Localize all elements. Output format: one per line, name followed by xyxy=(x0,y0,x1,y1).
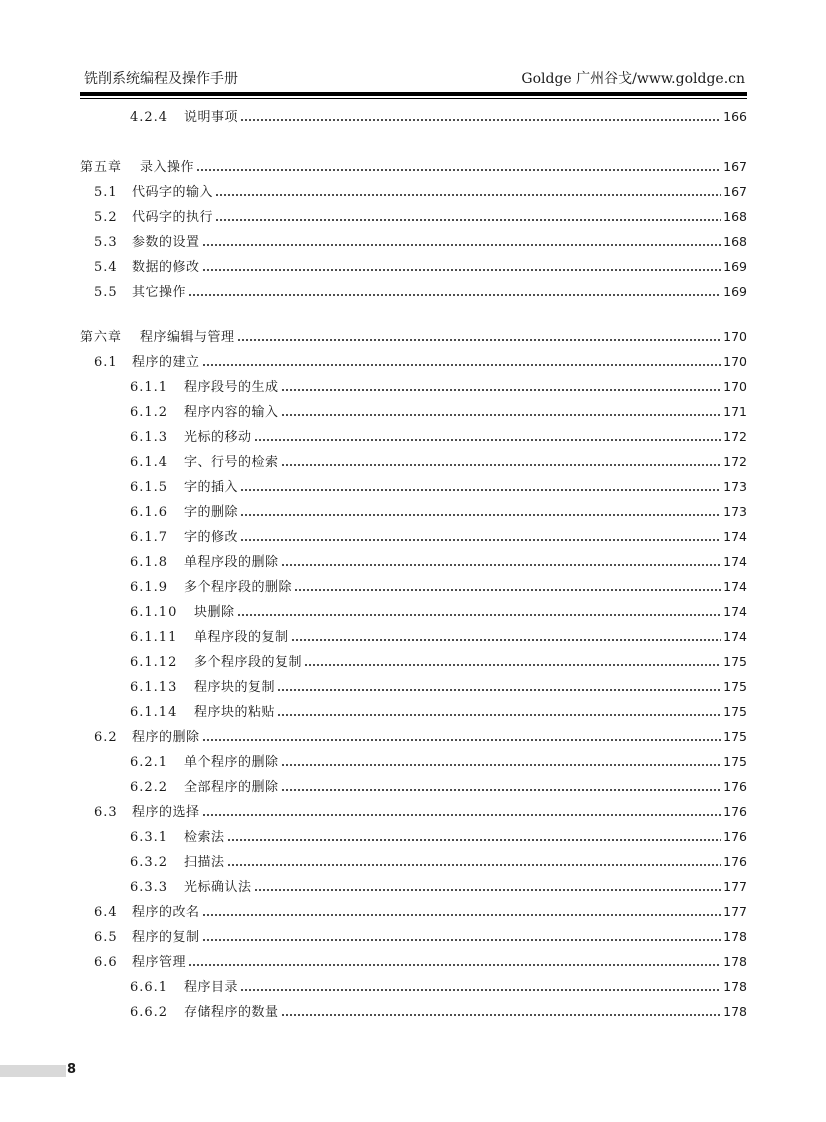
toc-entry[interactable] xyxy=(94,728,747,746)
toc-entry-page: 168 xyxy=(723,209,747,224)
toc-leader-dots xyxy=(240,537,721,543)
toc-entry-number: 6.1.3 xyxy=(130,430,169,445)
toc-entry-page: 166 xyxy=(723,109,747,124)
toc-entry-title: 单程序段的复制 xyxy=(194,630,289,645)
toc-entry-page: 174 xyxy=(723,604,747,619)
toc-entry-page: 168 xyxy=(723,234,747,249)
publisher-info: Goldge 广州谷戈/www.goldge.cn xyxy=(521,71,745,87)
toc-entry-number: 6.3.3 xyxy=(130,880,169,895)
toc-entry-title: 程序目录 xyxy=(184,980,239,995)
toc-leader-dots xyxy=(240,512,721,518)
toc-entry-page: 176 xyxy=(723,779,747,794)
toc-entry[interactable] xyxy=(130,753,747,771)
toc-entry-title: 单程序段的删除 xyxy=(184,555,279,570)
toc-entry-number: 6.1.8 xyxy=(130,555,169,570)
toc-entry-number: 5.5 xyxy=(94,285,118,300)
toc-entry-number: 6.2.1 xyxy=(130,755,169,770)
toc-entry-number: 第五章 xyxy=(80,160,123,175)
toc-leader-dots xyxy=(254,887,722,893)
toc-entry[interactable] xyxy=(94,183,747,201)
toc-entry-number: 6.1.4 xyxy=(130,455,169,470)
toc-entry-title: 程序的选择 xyxy=(132,805,200,820)
toc-entry-title: 程序内容的输入 xyxy=(184,405,279,420)
toc-entry-title: 多个程序段的复制 xyxy=(194,655,303,670)
toc-entry-title: 单个程序的删除 xyxy=(184,755,279,770)
page-number: 8 xyxy=(67,1062,77,1077)
toc-entry-page: 170 xyxy=(723,354,747,369)
toc-entry-page: 169 xyxy=(723,284,747,299)
toc-entry[interactable] xyxy=(130,603,747,621)
toc-entry[interactable] xyxy=(130,778,747,796)
toc-entry-page: 172 xyxy=(723,454,747,469)
toc-entry-title: 扫描法 xyxy=(184,855,225,870)
toc-entry-page: 174 xyxy=(723,629,747,644)
toc-entry-title: 程序的删除 xyxy=(132,730,200,745)
toc-leader-dots xyxy=(202,912,722,918)
toc-entry-page: 174 xyxy=(723,554,747,569)
toc-entry[interactable] xyxy=(130,578,747,596)
toc-entry-page: 172 xyxy=(723,429,747,444)
toc-entry-title: 光标确认法 xyxy=(184,880,252,895)
toc-entry-page: 167 xyxy=(723,184,747,199)
toc-entry-number: 6.1.13 xyxy=(130,680,178,695)
toc-entry-number: 4.2.4 xyxy=(130,110,169,125)
toc-entry-number: 6.1.7 xyxy=(130,530,169,545)
toc-entry-title: 代码字的输入 xyxy=(132,185,214,200)
toc-leader-dots xyxy=(281,787,722,793)
toc-entry-title: 程序块的复制 xyxy=(194,680,276,695)
toc-leader-dots xyxy=(188,962,721,968)
toc-leader-dots xyxy=(237,612,722,618)
toc-entry-number: 6.4 xyxy=(94,905,118,920)
toc-entry[interactable] xyxy=(130,478,747,496)
toc-leader-dots xyxy=(277,687,721,693)
toc-entry[interactable] xyxy=(130,853,747,871)
toc-entry[interactable] xyxy=(94,928,747,946)
toc-leader-dots xyxy=(202,737,722,743)
header-rule-thin xyxy=(80,98,747,99)
toc-entry-title: 程序的复制 xyxy=(132,930,200,945)
toc-entry[interactable] xyxy=(94,903,747,921)
toc-entry-number: 6.6.2 xyxy=(130,1005,169,1020)
toc-leader-dots xyxy=(196,167,721,173)
toc-entry-number: 5.3 xyxy=(94,235,118,250)
toc-entry-page: 170 xyxy=(723,329,747,344)
toc-entry-title: 程序管理 xyxy=(132,955,187,970)
toc-entry-title: 说明事项 xyxy=(184,110,239,125)
toc-entry-page: 170 xyxy=(723,379,747,394)
toc-entry-page: 176 xyxy=(723,804,747,819)
toc-entry-page: 173 xyxy=(723,479,747,494)
toc-entry[interactable] xyxy=(94,283,747,301)
toc-entry-title: 录入操作 xyxy=(140,160,195,175)
toc-entry[interactable] xyxy=(130,553,747,571)
toc-entry-number: 6.3 xyxy=(94,805,118,820)
toc-entry[interactable] xyxy=(130,628,747,646)
toc-entry-page: 177 xyxy=(723,904,747,919)
toc-leader-dots xyxy=(304,662,721,668)
toc-entry-number: 6.5 xyxy=(94,930,118,945)
toc-entry-page: 174 xyxy=(723,529,747,544)
toc-leader-dots xyxy=(227,837,722,843)
toc-entry[interactable] xyxy=(130,403,747,421)
toc-entry-number: 6.6 xyxy=(94,955,118,970)
toc-entry-page: 177 xyxy=(723,879,747,894)
toc-entry[interactable] xyxy=(94,208,747,226)
toc-entry-title: 代码字的执行 xyxy=(132,210,214,225)
toc-entry-title: 全部程序的删除 xyxy=(184,780,279,795)
toc-entry-number: 6.1 xyxy=(94,355,118,370)
toc-entry[interactable] xyxy=(130,453,747,471)
toc-entry[interactable] xyxy=(130,108,747,126)
toc-entry[interactable] xyxy=(130,503,747,521)
toc-leader-dots xyxy=(281,412,722,418)
toc-leader-dots xyxy=(240,487,721,493)
toc-entry-page: 171 xyxy=(723,404,747,419)
toc-leader-dots xyxy=(202,937,722,943)
toc-entry[interactable] xyxy=(94,258,747,276)
footer-bar xyxy=(0,1065,66,1077)
toc-leader-dots xyxy=(291,637,722,643)
toc-entry[interactable] xyxy=(130,528,747,546)
toc-entry-page: 175 xyxy=(723,654,747,669)
toc-leader-dots xyxy=(237,337,722,343)
toc-entry-page: 176 xyxy=(723,854,747,869)
toc-leader-dots xyxy=(240,987,721,993)
toc-entry-title: 程序块的粘贴 xyxy=(194,705,276,720)
toc-entry-number: 5.4 xyxy=(94,260,118,275)
toc-entry-number: 6.1.6 xyxy=(130,505,169,520)
toc-entry-number: 第六章 xyxy=(80,330,123,345)
toc-entry-page: 175 xyxy=(723,704,747,719)
toc-leader-dots xyxy=(281,1012,722,1018)
toc-entry-number: 6.2.2 xyxy=(130,780,169,795)
toc-entry-title: 程序的建立 xyxy=(132,355,200,370)
toc-entry-number: 6.1.2 xyxy=(130,405,169,420)
toc-entry[interactable] xyxy=(94,803,747,821)
toc-leader-dots xyxy=(215,217,721,223)
toc-entry-number: 6.1.5 xyxy=(130,480,169,495)
toc-entry-number: 6.1.10 xyxy=(130,605,178,620)
header-rule-thick xyxy=(80,92,747,96)
toc-entry[interactable] xyxy=(80,158,747,176)
toc-entry-number: 6.2 xyxy=(94,730,118,745)
toc-leader-dots xyxy=(202,812,722,818)
toc-entry[interactable] xyxy=(94,233,747,251)
toc-leader-dots xyxy=(254,437,722,443)
toc-leader-dots xyxy=(277,712,721,718)
toc-entry[interactable] xyxy=(130,978,747,996)
toc-entry[interactable] xyxy=(130,1003,747,1021)
toc-leader-dots xyxy=(215,192,721,198)
toc-entry-title: 字的修改 xyxy=(184,530,239,545)
toc-entry[interactable] xyxy=(130,828,747,846)
toc-entry[interactable] xyxy=(130,878,747,896)
toc-entry-title: 块删除 xyxy=(194,605,235,620)
toc-entry-title: 其它操作 xyxy=(132,285,187,300)
toc-entry-number: 6.1.12 xyxy=(130,655,178,670)
running-header xyxy=(80,64,747,88)
toc-entry-page: 175 xyxy=(723,754,747,769)
toc-entry-title: 程序的改名 xyxy=(132,905,200,920)
toc-entry[interactable] xyxy=(94,953,747,971)
toc-entry-page: 178 xyxy=(723,979,747,994)
toc-leader-dots xyxy=(281,762,722,768)
toc-leader-dots xyxy=(202,267,722,273)
toc-leader-dots xyxy=(202,242,722,248)
toc-entry-number: 6.3.2 xyxy=(130,855,169,870)
toc-entry-page: 173 xyxy=(723,504,747,519)
toc-entry[interactable] xyxy=(80,328,747,346)
toc-entry-title: 字、行号的检索 xyxy=(184,455,279,470)
toc-entry-page: 167 xyxy=(723,159,747,174)
toc-entry-number: 5.2 xyxy=(94,210,118,225)
toc-entry-page: 175 xyxy=(723,679,747,694)
toc-leader-dots xyxy=(281,462,722,468)
toc-entry-page: 175 xyxy=(723,729,747,744)
toc-entry-title: 程序段号的生成 xyxy=(184,380,279,395)
toc-entry-page: 178 xyxy=(723,1004,747,1019)
toc-leader-dots xyxy=(281,387,722,393)
toc-entry-page: 178 xyxy=(723,929,747,944)
toc-entry[interactable] xyxy=(130,678,747,696)
toc-entry-number: 6.1.14 xyxy=(130,705,178,720)
toc-entry-title: 光标的移动 xyxy=(184,430,252,445)
toc-entry[interactable] xyxy=(94,353,747,371)
toc-entry-page: 174 xyxy=(723,579,747,594)
toc-entry[interactable] xyxy=(130,703,747,721)
toc-entry-title: 字的插入 xyxy=(184,480,239,495)
toc-entry-title: 存储程序的数量 xyxy=(184,1005,279,1020)
toc-leader-dots xyxy=(227,862,722,868)
toc-entry-title: 字的删除 xyxy=(184,505,239,520)
toc-entry[interactable] xyxy=(130,378,747,396)
toc-entry-number: 6.6.1 xyxy=(130,980,169,995)
toc-leader-dots xyxy=(202,362,722,368)
toc-entry-title: 参数的设置 xyxy=(132,235,200,250)
toc-entry-title: 检索法 xyxy=(184,830,225,845)
toc-entry-title: 数据的修改 xyxy=(132,260,200,275)
toc-entry-number: 6.1.11 xyxy=(130,630,178,645)
toc-entry[interactable] xyxy=(130,428,747,446)
toc-entry-number: 6.1.1 xyxy=(130,380,169,395)
toc-entry-number: 6.1.9 xyxy=(130,580,169,595)
toc-entry-page: 176 xyxy=(723,829,747,844)
toc-entry-page: 169 xyxy=(723,259,747,274)
toc-leader-dots xyxy=(240,117,721,123)
toc-entry[interactable] xyxy=(130,653,747,671)
toc-leader-dots xyxy=(294,587,721,593)
toc-entry-number: 6.3.1 xyxy=(130,830,169,845)
toc-entry-page: 178 xyxy=(723,954,747,969)
toc-entry-title: 多个程序段的删除 xyxy=(184,580,293,595)
toc-entry-number: 5.1 xyxy=(94,185,118,200)
toc-leader-dots xyxy=(281,562,722,568)
toc-leader-dots xyxy=(188,292,721,298)
toc-entry-title: 程序编辑与管理 xyxy=(140,330,235,345)
manual-title: 铣削系统编程及操作手册 xyxy=(84,71,238,87)
